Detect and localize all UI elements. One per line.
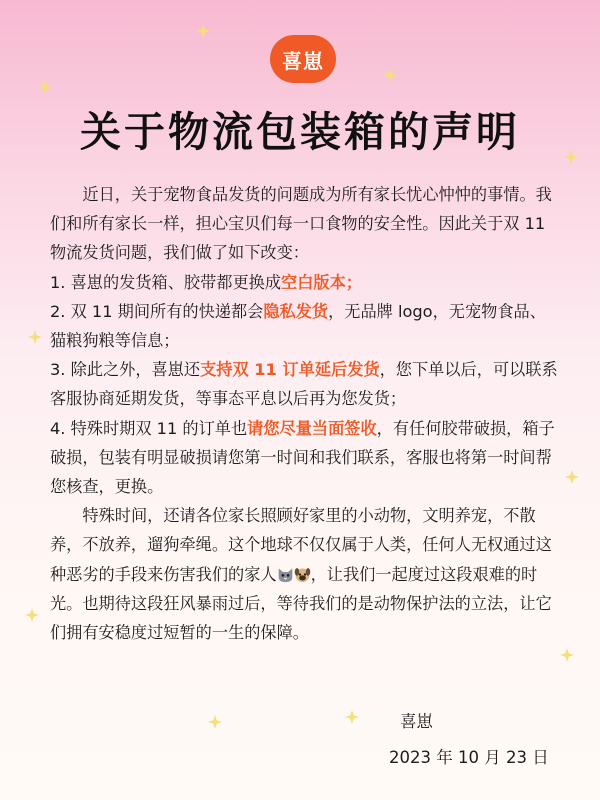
cat-face-icon [277,566,294,583]
brand-logo-text: 喜崽 [282,48,324,73]
brand-logo-badge [270,35,336,83]
sparkle-icon [345,710,359,724]
list-item-2 [50,297,558,355]
sparkle-icon [208,715,222,729]
list-item-1-text: 1. 喜崽的发货箱、胶带都更换成 [50,272,282,292]
sparkle-icon [28,330,42,344]
sparkle-icon [565,470,579,484]
list-item-4-text-end: ，有任何胶带破损，箱子破损，包装有明显破损请您第一时间和我们联系，客服也将第一时间帮您核查，更换。 [50,418,555,497]
list-item-1-highlight: 空白版本； [281,272,362,292]
closing-paragraph [50,501,558,647]
sparkle-icon [560,648,574,662]
list-item-3-highlight: 支持双 11 订单延后发货 [200,360,380,380]
sparkle-icon [383,68,397,82]
list-item-1 [50,268,558,297]
list-item-2-text: 2. 双 11 期间所有的快递都会 [50,301,264,321]
list-item-2-highlight: 隐私发货 [263,301,329,321]
list-item-3-text-end: ，您下单以后，可以联系客服协商延期发货，等事态平息以后再为您发货； [50,360,558,409]
list-item-2-text-end: ，无品牌 logo，无宠物食品、猫粮狗粮等信息； [50,301,546,351]
closing-text-end: ，让我们一起度过这段艰难的时光。也期待这段狂风暴雨过后，等待我们的是动物保护法的立法，让它们拥有安稳度过短暂的一生的保障。 [50,564,552,643]
list-item-4-text: 4. 特殊时期双 11 的订单也 [50,418,248,438]
closing-text: 特殊时间，还请各位家长照顾好家里的小动物，文明养宠，不散养，不放养，遛狗牵绳。这个地球不仅仅属于人类，任何人无权通过这种恶劣的手段来伤害我们的家人 [50,506,552,584]
sparkle-icon [196,24,210,38]
intro-paragraph: 近日，关于宠物食品发货的问题成为所有家长忧心忡忡的事情。我们和所有家长一样，担心宝贝们每一口食物的安全性。因此关于双 11 物流发货问题，我们做了如下改变： [50,185,552,263]
list-item-4 [50,414,558,502]
signature: 喜崽 [400,712,433,731]
list-item-3-text: 3. 除此之外，喜崽还 [50,360,201,380]
list-item-4-highlight: 请您尽量当面签收 [247,418,377,438]
dog-face-icon [294,566,311,583]
sparkle-icon [38,80,52,94]
sparkle-icon [25,608,39,622]
statement-body [50,180,558,647]
list-item-3 [50,355,558,413]
page-title: 关于物流包装箱的声明 [80,108,520,156]
statement-date: 2023 年 10 月 23 日 [389,748,549,767]
